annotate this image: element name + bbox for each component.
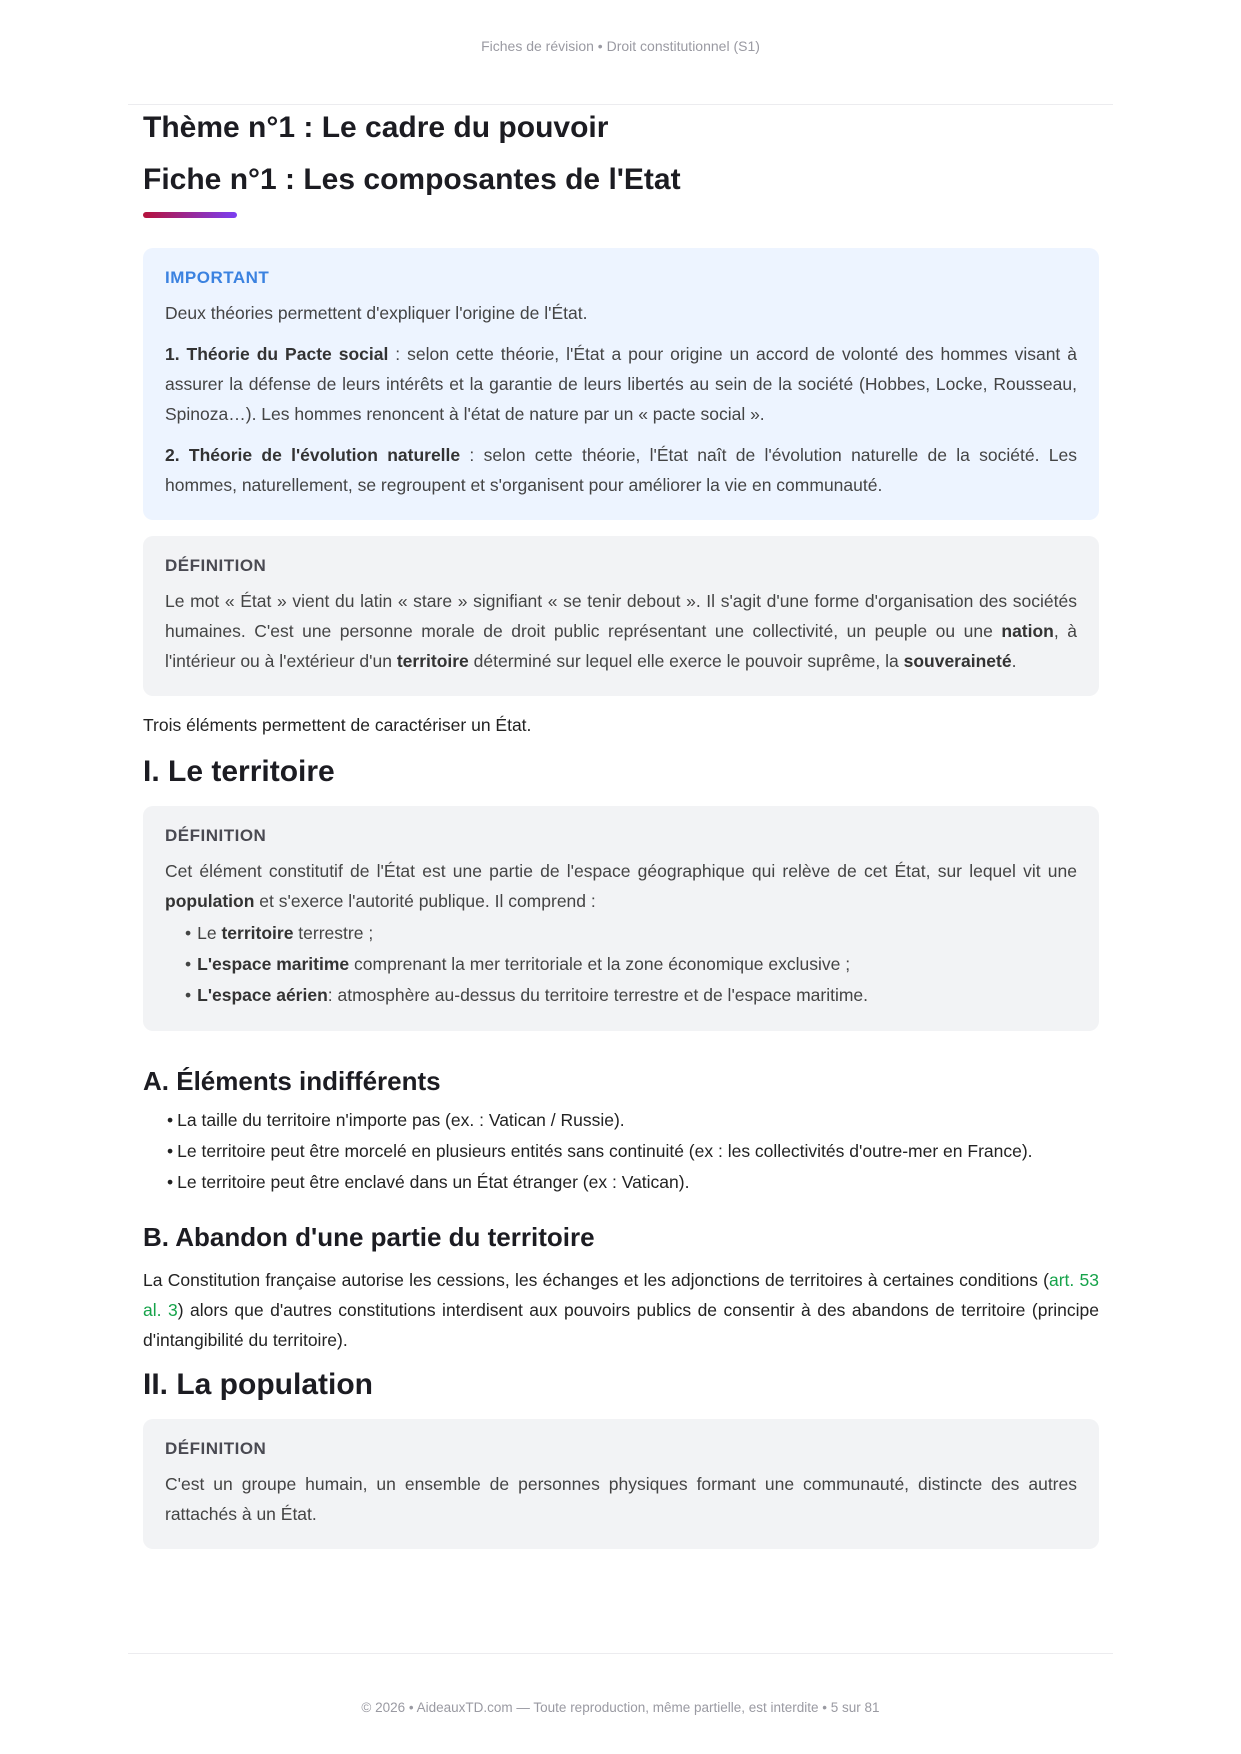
list-item-text: Le: [197, 923, 222, 943]
page-header: Fiches de révision • Droit constitutionnel (S1): [481, 38, 760, 54]
definition-keyword: nation: [1001, 621, 1054, 641]
page-footer: © 2026 • AideauxTD.com — Toute reproduction, même partielle, est interdite • 5 sur 81: [361, 1700, 880, 1715]
list-item-keyword: L'espace aérien: [197, 985, 328, 1005]
definition-text-part: déterminé sur lequel elle exerce le pouvoir suprême, la: [468, 651, 904, 671]
article-reference-link[interactable]: art. 53 al. 3: [143, 1270, 1099, 1320]
definition-text-part: , à l'intérieur ou à l'extérieur d'un: [165, 621, 1077, 671]
section-1-title: I. Le territoire: [143, 755, 335, 788]
important-item-2-text: : selon cette théorie, l'État naît de l'évolution naturelle de la société. Les hommes, naturellement, se regroupent et s'organisent pour améliorer la vie en communauté.: [165, 445, 1077, 495]
definition-text-part: et s'exerce l'autorité publique. Il comprend :: [254, 891, 596, 911]
intro-paragraph: Trois éléments permettent de caractériser un État.: [143, 715, 532, 735]
elements-indifferents-list: [167, 1107, 1099, 1195]
definition-etat-text: [165, 586, 1077, 676]
list-item-keyword: L'espace maritime: [197, 954, 350, 974]
subsection-b-title: B. Abandon d'une partie du territoire: [143, 1222, 595, 1252]
important-item-2-heading: 2. Théorie de l'évolution naturelle: [165, 445, 461, 465]
important-item-2: [165, 440, 1077, 500]
definition-label: DÉFINITION: [165, 826, 267, 845]
definition-territoire-text: [165, 856, 1077, 916]
list-item-text: : atmosphère au-dessus du territoire terrestre et de l'espace maritime.: [327, 985, 869, 1005]
important-item-1-heading: 1. Théorie du Pacte social: [165, 344, 389, 364]
list-item: • Le territoire peut être morcelé en plusieurs entités sans continuité (ex : les collectivités d'outre-mer en France).: [167, 1138, 1099, 1164]
section-2-title: II. La population: [143, 1368, 373, 1401]
header-divider: [128, 104, 1113, 105]
paragraph-text-part: ) alors que d'autres constitutions interdisent aux pouvoirs publics de consentir à des abandons de territoire (principe d'intangibilité du territoire).: [143, 1300, 1100, 1350]
important-intro: Deux théories permettent d'expliquer l'origine de l'État.: [165, 303, 588, 323]
footer-divider: [128, 1653, 1113, 1654]
title-accent-bar: [143, 212, 237, 218]
definition-territoire-callout: [143, 806, 1099, 1031]
list-item-keyword: territoire: [221, 923, 294, 943]
important-label: IMPORTANT: [165, 268, 270, 287]
paragraph-text-part: La Constitution française autorise les cessions, les échanges et les adjonctions de territoires à certaines conditions (: [143, 1270, 1049, 1290]
definition-text-part: Cet élément constitutif de l'État est une partie de l'espace géographique qui relève de cet État, sur lequel vit une: [165, 861, 1077, 881]
list-item: [185, 980, 1077, 1011]
subsection-a-title: A. Éléments indifférents: [143, 1066, 441, 1096]
theme-title: Thème n°1 : Le cadre du pouvoir: [143, 111, 609, 144]
definition-text-part: Le mot « État » vient du latin « stare » signifiant « se tenir debout ». Il s'agit d'une forme d'organisation des sociétés humaines. C'est une personne morale de droit public représentant une collectivité, un peuple ou une: [165, 591, 1077, 641]
fiche-title: Fiche n°1 : Les composantes de l'Etat: [143, 163, 681, 196]
definition-etat-callout: [143, 536, 1099, 696]
important-item-1: [165, 339, 1077, 429]
definition-population-callout: [143, 1419, 1099, 1549]
definition-text-part: .: [1011, 651, 1017, 671]
abandon-paragraph: [143, 1265, 1099, 1355]
list-item-text: terrestre ;: [293, 923, 374, 943]
list-item: • La taille du territoire n'importe pas (ex. : Vatican / Russie).: [167, 1107, 1099, 1133]
territoire-components-list: [185, 918, 1077, 1011]
definition-keyword: souveraineté: [903, 651, 1012, 671]
list-item: [185, 949, 1077, 980]
definition-label: DÉFINITION: [165, 1439, 267, 1458]
definition-keyword: territoire: [396, 651, 469, 671]
definition-population-text: C'est un groupe humain, un ensemble de personnes physiques formant une communauté, distincte des autres rattachés à un État.: [165, 1474, 1077, 1524]
list-item-text: comprenant la mer territoriale et la zone économique exclusive ;: [349, 954, 851, 974]
page-content: [143, 106, 1099, 1549]
important-item-1-text: : selon cette théorie, l'État a pour origine un accord de volonté des hommes visant à assurer la défense de leurs intérêts et la garantie de leurs libertés au sein de la société (Hobbes, Locke, Rousseau, Spinoza…). Les hommes renoncent à l'état de nature par un « pacte social ».: [165, 344, 1077, 424]
definition-label: DÉFINITION: [165, 556, 267, 575]
important-callout: [143, 248, 1099, 520]
list-item: [185, 918, 1077, 949]
list-item: • Le territoire peut être enclavé dans un État étranger (ex : Vatican).: [167, 1169, 1099, 1195]
definition-keyword: population: [165, 891, 255, 911]
